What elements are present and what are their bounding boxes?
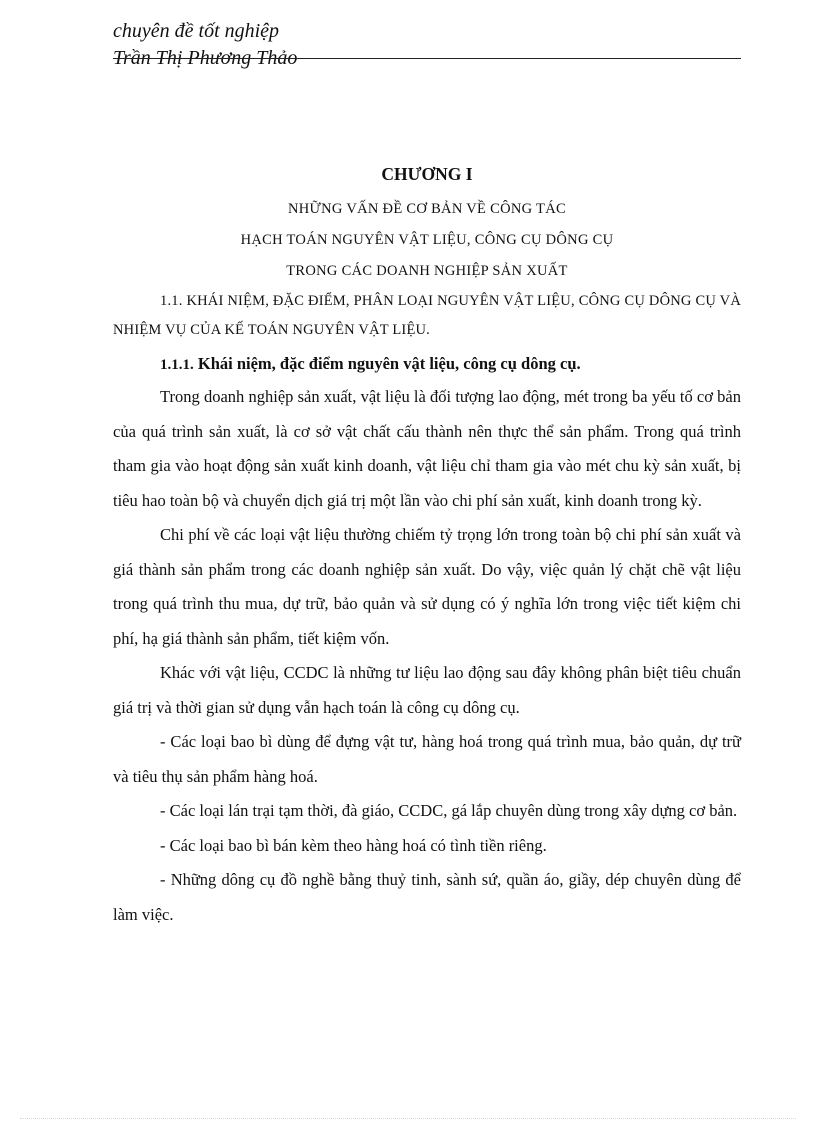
list-item: - Các loại bao bì bán kèm theo hàng hoá có tình tiền riêng. — [160, 835, 547, 855]
header-doc-type: chuyên đề tốt nghiệp — [113, 20, 280, 42]
page-body — [113, 160, 741, 932]
paragraph: Chi phí về các loại vật liệu thường chiếm tỷ trọng lớn trong toàn bộ chi phí sản xuất và giá thành sản phẩm trong các doanh nghiệp sản xuất. Do vậy, việc quản lý chặt chẽ vật liệu trong quá trình thu mua, dự trữ, bảo quản và sử dụng có ý nghĩa lớn trong việc tiết kiệm chi phí, hạ giá thành sản phẩm, tiết kiệm vốn. — [113, 525, 741, 648]
paragraph: Trong doanh nghiệp sản xuất, vật liệu là đối tượng lao động, mét trong ba yếu tố cơ bản của quá trình sản xuất, là cơ sở vật chất cấu thành nên thực thể sản phẩm. Trong quá trình tham gia vào hoạt động sản xuất kinh doanh, vật liệu chỉ tham gia vào mét chu kỳ sản xuất, bị tiêu hao toàn bộ và chuyển dịch giá trị một lần vào chi phí sản xuất, kinh doanh trong kỳ. — [113, 387, 741, 510]
chapter-subtitle-line-2: HẠCH TOÁN NGUYÊN VẬT LIỆU, CÔNG CỤ DÔNG CỤ — [240, 232, 614, 248]
list-item: - Các loại bao bì dùng để đựng vật tư, hàng hoá trong quá trình mua, bảo quản, dự trữ và tiêu thụ sản phẩm hàng hoá. — [113, 732, 741, 786]
header-rule — [113, 58, 741, 59]
header-author: Trần Thị Phương Thảo — [113, 47, 298, 69]
subsection-title: Khái niệm, đặc điểm nguyên vật liệu, công cụ dông cụ. — [197, 354, 581, 373]
subsection-heading — [113, 349, 741, 380]
section-heading: 1.1. KHÁI NIỆM, ĐẶC ĐIỂM, PHÂN LOẠI NGUYÊN VẬT LIỆU, CÔNG CỤ DÔNG CỤ VÀ NHIỆM VỤ CỦA KẾ TOÁN NGUYÊN VẬT LIỆU. — [113, 293, 741, 338]
subsection-number: 1.1.1. — [160, 357, 194, 373]
chapter-subtitle-line-1: NHỮNG VẤN ĐỀ CƠ BẢN VỀ CÔNG TÁC — [288, 201, 566, 217]
list-item: - Các loại lán trại tạm thời, đà giáo, CCDC, gá lắp chuyên dùng trong xây dựng cơ bản. — [160, 801, 738, 820]
chapter-subtitle-line-3: TRONG CÁC DOANH NGHIỆP SẢN XUẤT — [286, 263, 568, 279]
page-bottom-rule — [20, 1118, 796, 1119]
running-header — [113, 18, 741, 72]
paragraph: Khác với vật liệu, CCDC là những tư liệu lao động sau đây không phân biệt tiêu chuẩn giá trị và thời gian sử dụng vẫn hạch toán là công cụ dông cụ. — [113, 663, 741, 717]
chapter-title: CHƯƠNG I — [381, 164, 473, 184]
list-item: - Những dông cụ đồ nghề bằng thuỷ tinh, sành sứ, quần áo, giầy, dép chuyên dùng để làm việc. — [113, 870, 741, 924]
